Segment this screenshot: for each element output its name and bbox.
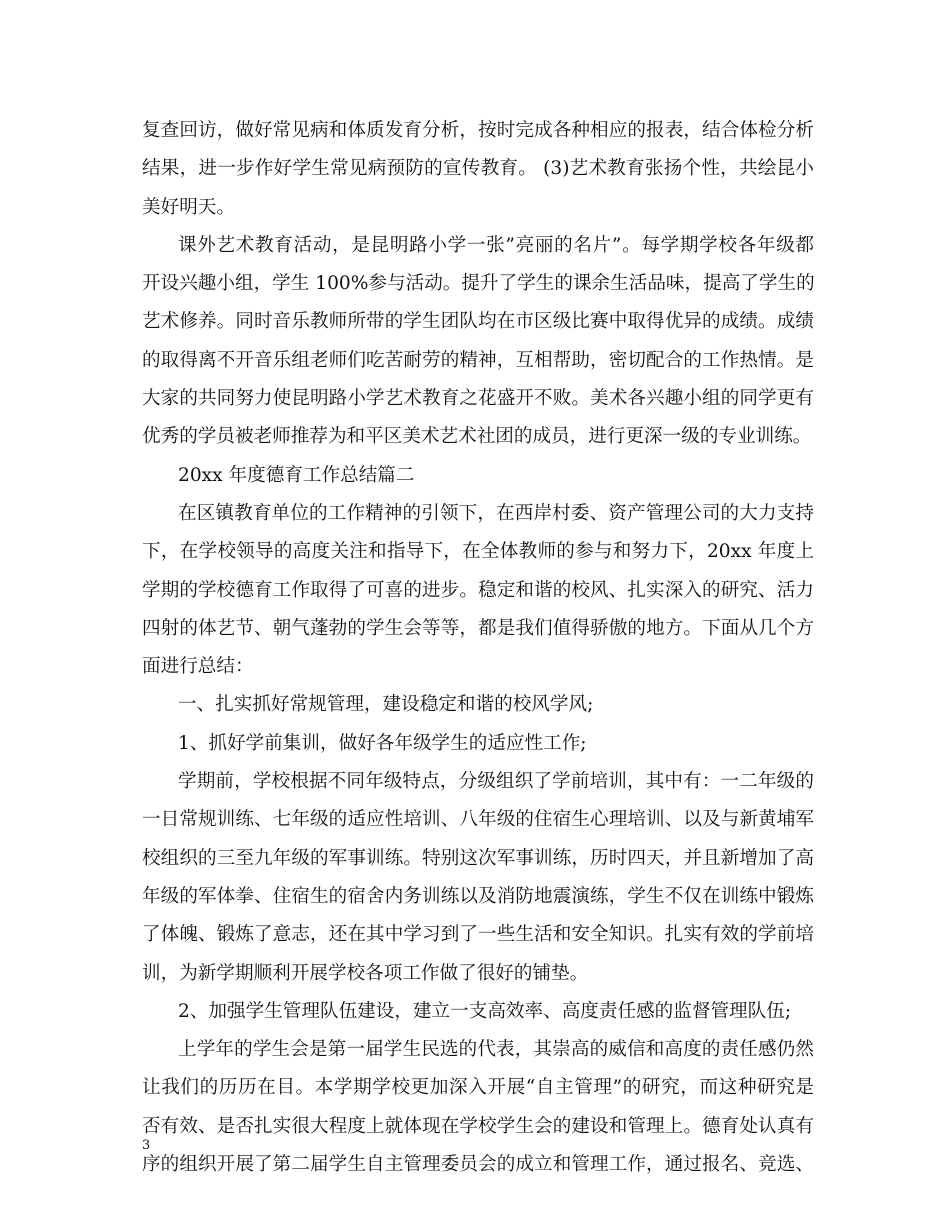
text-line: 训，为新学期顺利开展学校各项工作做了很好的铺垫。 — [142, 962, 589, 984]
text-line: 学期的学校德育工作取得了可喜的进步。稳定和谐的校风、扎实深入的研究、活力 — [142, 579, 814, 601]
text-line: 优秀的学员被老师推荐为和平区美术艺术社团的成员，进行更深一级的专业训练。 — [142, 426, 812, 448]
paragraph-first-line: 上学年的学生会是第一届学生民选的代表，其崇高的威信和高度的责任感仍然 — [178, 1039, 814, 1061]
text-line: 让我们的历历在目。本学期学校更加深入开展“自主管理”的研究，而这种研究是 — [142, 1077, 814, 1099]
text-line: 开设兴趣小组，学生 100%参与活动。提升了学生的课余生活品味，提高了学生的 — [142, 273, 815, 295]
text-line: 面进行总结： — [142, 656, 254, 678]
paragraph-first-line: 在区镇教育单位的工作精神的引领下，在西岸村委、资产管理公司的大力支持 — [178, 502, 814, 524]
text-line: 一日常规训练、七年级的适应性培训、八年级的住宿生心理培训、以及与新黄埔军 — [142, 809, 814, 831]
page-number: 3 — [142, 1138, 151, 1153]
text-line: 艺术修养。同时音乐教师所带的学生团队均在市区级比赛中取得优异的成绩。成绩 — [142, 311, 814, 333]
section-heading: 20xx 年度德育工作总结篇二 — [178, 464, 415, 486]
text-line: 下，在学校领导的高度关注和指导下，在全体教师的参与和努力下，20xx 年度上 — [142, 541, 814, 563]
text-line: 大家的共同努力使昆明路小学艺术教育之花盛开不败。美术各兴趣小组的同学更有 — [142, 388, 814, 410]
subsection-heading: 2、加强学生管理队伍建设，建立一支高效率、高度责任感的监督管理队伍; — [178, 1000, 792, 1022]
text-line: 的取得离不开音乐组老师们吃苦耐劳的精神，互相帮助，密切配合的工作热情。是 — [142, 349, 814, 371]
paragraph-first-line: 学期前，学校根据不同年级特点，分级组织了学前培训，其中有：一二年级的 — [178, 771, 814, 793]
text-line: 年级的军体拳、住宿生的宿舍内务训练以及消防地震演练，学生不仅在训练中锻炼 — [142, 885, 814, 907]
text-line: 结果，进一步作好学生常见病预防的宣传教育。 (3)艺术教育张扬个性，共绘昆小 — [142, 158, 814, 180]
text-line: 了体魄、锻炼了意志，还在其中学习到了一些生活和安全知识。扎实有效的学前培 — [142, 924, 814, 946]
subsection-heading: 1、抓好学前集训，做好各年级学生的适应性工作; — [178, 732, 587, 754]
text-line: 复查回访，做好常见病和体质发育分析，按时完成各种相应的报表，结合体检分析 — [142, 120, 814, 141]
text-line: 否有效、是否扎实很大程度上就体现在学校学生会的建设和管理上。德育处认真有 — [142, 1115, 814, 1137]
text-line: 四射的体艺节、朝气蓬勃的学生会等等，都是我们值得骄傲的地方。下面从几个方 — [142, 617, 814, 639]
subsection-heading: 一、扎实抓好常规管理，建设稳定和谐的校风学风; — [178, 694, 594, 716]
document-body — [142, 112, 814, 1184]
text-line: 序的组织开展了第二届学生自主管理委员会的成立和管理工作，通过报名、竞选、 — [142, 1154, 814, 1176]
text-line: 美好明天。 — [142, 196, 235, 218]
text-line: 校组织的三至九年级的军事训练。特别这次军事训练，历时四天，并且新增加了高 — [142, 847, 814, 869]
paragraph-first-line: 课外艺术教育活动，是昆明路小学一张”亮丽的名片”。每学期学校各年级都 — [178, 234, 814, 256]
